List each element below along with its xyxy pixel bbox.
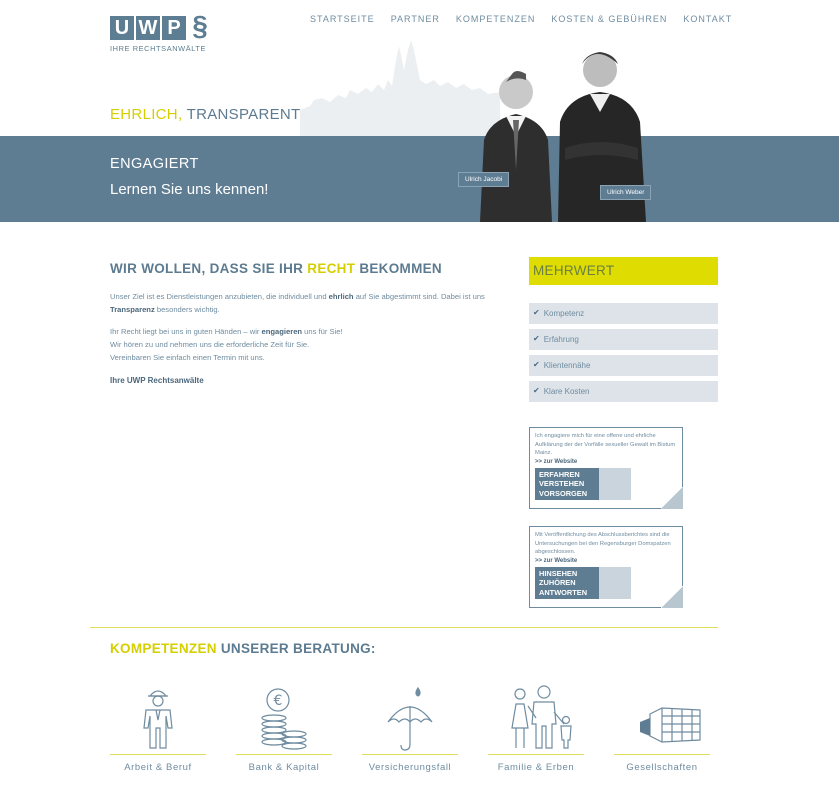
kompetenzen-title-highlight: KOMPETENZEN xyxy=(110,641,217,656)
logo-letters xyxy=(110,10,220,41)
mehrwert-item-label: Klientennähe xyxy=(543,361,591,370)
promo-card-mainz[interactable] xyxy=(529,427,683,509)
hero-band-subtitle[interactable]: Lernen Sie uns kennen! xyxy=(110,181,269,198)
kompetenzen-title xyxy=(110,641,376,656)
banner-line: VERSTEHEN xyxy=(539,479,585,488)
kompetenz-familie-erben[interactable] xyxy=(488,680,584,780)
mehrwert-item-klare-kosten xyxy=(529,381,718,402)
main-title-highlight: RECHT xyxy=(307,261,356,276)
hero-band xyxy=(0,136,839,222)
p2-bold-engagieren: engagieren xyxy=(261,327,303,336)
kompetenz-label: Familie & Erben xyxy=(497,762,575,773)
kompetenz-underline xyxy=(110,754,206,755)
promo-banner xyxy=(535,567,631,599)
p1-bold-ehrlich: ehrlich xyxy=(328,292,354,301)
tagline-rest: TRANSPARENT xyxy=(182,106,301,123)
kompetenzen-title-rest: UNSERER BERATUNG: xyxy=(216,641,376,656)
banner-illustration-icon xyxy=(599,468,631,500)
promo-card-regensburg[interactable] xyxy=(529,526,683,608)
logo-letter-p: P xyxy=(162,16,186,40)
kompetenz-versicherungsfall[interactable] xyxy=(362,680,458,780)
worker-icon xyxy=(128,684,188,752)
signoff: Ihre UWP Rechtsanwälte xyxy=(110,376,204,385)
kompetenz-label: Bank & Kapital xyxy=(248,762,320,773)
main-title-part-b: BEKOMMEN xyxy=(355,261,442,276)
name-tag-jacobi[interactable]: Ulrich Jacobi xyxy=(458,172,509,187)
hero-band-title: ENGAGIERT xyxy=(110,156,199,172)
nav-kosten[interactable]: KOSTEN & GEBÜHREN xyxy=(551,14,668,24)
p2-text-a: Ihr Recht liegt bei uns in guten Händen – wir xyxy=(110,327,262,336)
nav-kontakt[interactable]: KONTAKT xyxy=(683,14,733,24)
page-curl-decoration xyxy=(661,487,683,509)
p1-text-d: besonders wichtig. xyxy=(154,305,220,314)
kompetenz-label: Versicherungsfall xyxy=(368,762,452,773)
main-nav xyxy=(310,14,732,24)
promo-card-link[interactable]: >> zur Website xyxy=(535,557,578,564)
mehrwert-item-kompetenz xyxy=(529,303,718,324)
p1-bold-transparenz: Transparenz xyxy=(110,305,155,314)
building-icon xyxy=(632,684,702,752)
promo-card-text: Mit Veröffentlichung des Abschlussberichtes sind die Untersuchungen bei den Regensburger Domspatzen abgeschlossen. xyxy=(535,532,671,555)
kompetenz-underline xyxy=(362,754,458,755)
p1-text-a: Unser Ziel ist es Dienstleistungen anzubieten, die individuell und xyxy=(110,292,329,301)
euro-coins-icon xyxy=(254,684,314,752)
nav-startseite[interactable]: STARTSEITE xyxy=(310,14,375,24)
paragraph-symbol-icon: § xyxy=(192,10,208,41)
name-tag-weber[interactable]: Ulrich Weber xyxy=(600,185,651,200)
intro-paragraph xyxy=(110,290,510,316)
p2-line-2: Wir hören zu und nehmen uns die erforderliche Zeit für Sie. xyxy=(110,340,310,349)
logo-letter-u: U xyxy=(110,16,134,40)
logo[interactable] xyxy=(110,10,220,56)
mehrwert-item-label: Kompetenz xyxy=(543,309,585,318)
promo-card-link[interactable]: >> zur Website xyxy=(535,458,578,465)
promo-card-text: Ich engagiere mich für eine offene und ehrliche Aufklärung der der Vorfälle sexueller Gewalt im Bistum Mainz. xyxy=(535,433,676,456)
svg-text:€: € xyxy=(273,693,283,709)
check-icon: ✔ xyxy=(533,334,540,343)
kompetenz-underline xyxy=(236,754,332,755)
kompetenz-underline xyxy=(614,754,710,755)
logo-letter-w: W xyxy=(136,16,160,40)
kompetenz-gesellschaften[interactable] xyxy=(614,680,710,780)
tagline-highlight: EHRLICH, xyxy=(110,106,183,123)
banner-line: VORSORGEN xyxy=(539,488,588,498)
umbrella-icon xyxy=(380,684,440,752)
check-icon: ✔ xyxy=(533,386,540,395)
kompetenz-arbeit-beruf[interactable] xyxy=(110,680,206,780)
promo-banner xyxy=(535,468,631,500)
p2-line-3: Vereinbaren Sie einfach einen Termin mit uns. xyxy=(110,353,265,362)
kompetenz-underline xyxy=(488,754,584,755)
banner-line: ERFAHREN xyxy=(539,469,580,479)
nav-partner[interactable]: PARTNER xyxy=(390,14,440,24)
page-curl-decoration xyxy=(661,586,683,608)
main-title xyxy=(110,261,442,276)
mehrwert-item-erfahrung xyxy=(529,329,718,350)
p1-text-c: auf Sie abgestimmt sind. Dabei ist uns xyxy=(353,292,485,301)
kompetenz-label: Gesellschaften xyxy=(626,762,698,773)
kompetenz-label: Arbeit & Beruf xyxy=(124,762,192,773)
banner-line: ANTWORTEN xyxy=(539,587,588,597)
mehrwert-item-label: Klare Kosten xyxy=(543,387,590,396)
hero-tagline xyxy=(110,106,301,123)
check-icon: ✔ xyxy=(533,360,540,369)
banner-line: ZUHÖREN xyxy=(539,578,576,587)
banner-illustration-icon xyxy=(599,567,631,599)
section-divider xyxy=(90,627,718,628)
check-icon: ✔ xyxy=(533,308,540,317)
logo-subtitle: IHRE RECHTSANWÄLTE xyxy=(110,44,207,53)
banner-line: HINSEHEN xyxy=(539,568,578,578)
engagement-paragraph xyxy=(110,325,510,364)
mehrwert-item-klientennaehe xyxy=(529,355,718,376)
main-title-part-a: WIR WOLLEN, DASS SIE IHR xyxy=(110,261,308,276)
kompetenz-bank-kapital[interactable] xyxy=(236,680,332,780)
mehrwert-title: MEHRWERT xyxy=(529,257,718,285)
family-icon xyxy=(506,684,576,752)
mehrwert-item-label: Erfahrung xyxy=(543,335,579,344)
nav-kompetenzen[interactable]: KOMPETENZEN xyxy=(455,14,536,24)
p2-text-c: uns für Sie! xyxy=(302,327,343,336)
